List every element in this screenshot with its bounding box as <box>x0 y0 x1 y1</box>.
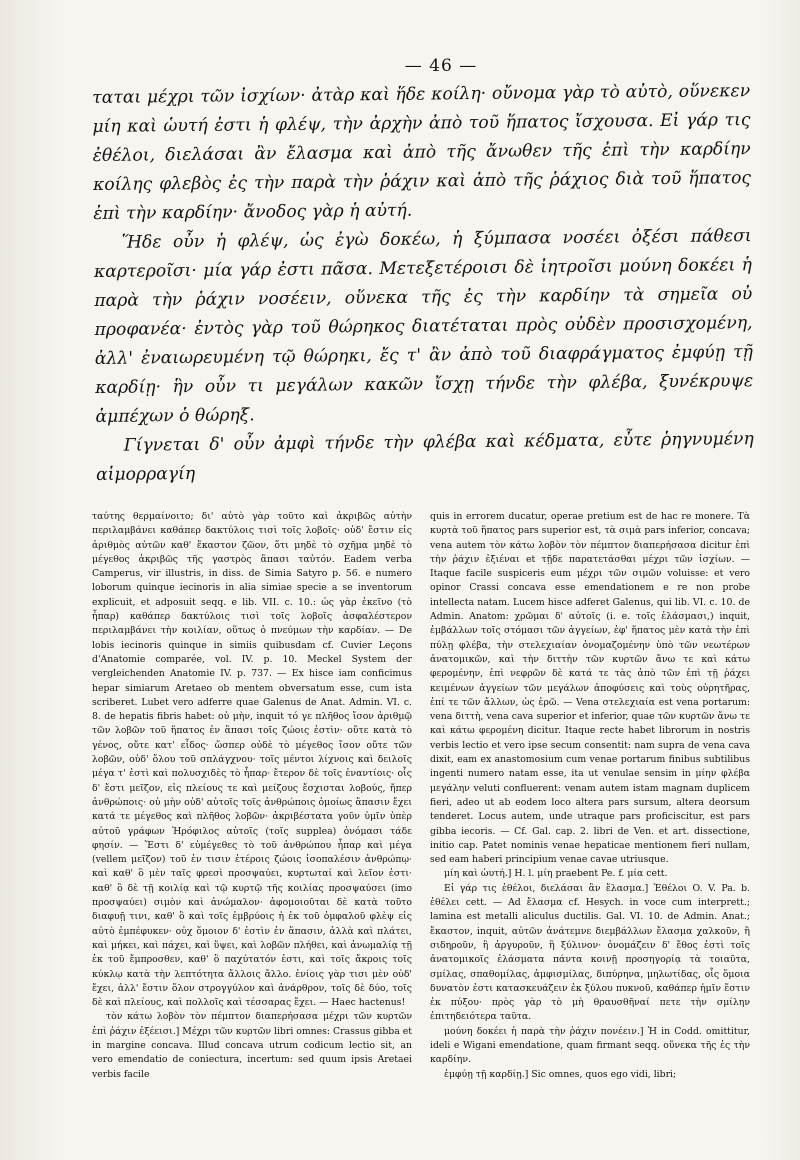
footnote-paragraph: μούνη δοκέει ἡ παρὰ τὴν ῥάχιν πονέειν.] Ἡ in Codd. omittitur, ideli e Wigani emendatione, quam firmant seqq. οὕνεκα τῆς ἐς τὴν καρδίην. <box>430 1025 750 1066</box>
main-paragraph: Γίγνεται δ' οὖν ἀμφὶ τήνδε τὴν φλέβα καὶ κέδματα, εὖτε ῥηγνυμένη αἱμορραγίη <box>95 429 754 485</box>
footnote-paragraph: quis in errorem ducatur, operae pretium est de hac re monere. Τὰ κυρτὰ τοῦ ἥπατος pars superior est, τὰ σιμὰ pars inferior, concava; vena autem τὸν κάτω λοβὸν τὸν πέμπτον διαπερήσασα dicitur ἐπὶ τὴν ῥάχιν ἐξιέναι et τῇδε παρατετάσθαι μέχρι τῶν ἰσχίων. — Itaque facile suspiceris eum μέχρι τῶν σιμῶν voluisse: et vero opinor Crassi concava esse emendationem e re non probe intellecta natam. Lucem hisce adferet Galenus, qui lib. VI. c. 10. de Admin. Anatom: χρῶμαι δ' αὐτοῖς (i. e. τοῖς ἐλάσμασι,) inquit, ἐμβάλλων τοῖς στόμασι τῶν ἀγγείων, ἐφ' ἥπατος μὲν κατὰ τὴν ἐπὶ πύλῃ φλέβα, τὴν στελεχιαίαν ὀνομαζομένην ὑπὸ τῶν νεωτέρων ἀνατομικῶν, καὶ τὴν διττὴν τῶν κυρτῶν ἄνω τε καὶ κάτω φερομένην, ἐπὶ νεφρῶν δὲ κατά τε τὰς ἀπὸ τῶν ἐπὶ τῇ ῥάχει κειμένων ἀγγείων τῶν μεγάλων ἀποφύσεις καὶ τοὺς οὐρητῆρας, ἐπί τε τῶν ἄλλων, ὡς ἐρῶ. — Vena στελεχιαία est vena portarum: vena διττὴ, vena cava superior et inferior, quae τῶν κυρτῶν ἄνω τε καὶ κάτω φερομένη dicitur. Itaque recte habet librorum in nostris verbis lectio et vero ipse secum consentit: nam supra de vena cava dixit, eam ex anastomosium cum venae portarum finibus subtilibus ingenti numero natam esse, ita ut venulae sensim in μίην φλέβα μεγάλην veluti confluerent: venam autem istam magnam duplicem fieri, adeo ut ab eodem loco altera pars sursum, altera deorsum tenderet. Locus autem, unde utraque pars proficiscitur, est pars gibba iecoris. — Cf. Gal. cap. 2. libri de Ven. et art. dissectione, initio cap. Patet nominis venae hepaticae mentionem fieri nullam, sed eam haberi principium venae cavae utriusque. <box>430 511 750 866</box>
footnote-paragraph: Εἰ γάρ τις ἐθέλοι, διελάσαι ἂν ἔλασμα.] Ἐθέλοι O. V. Pa. b. ἐθέλει cett. — Ad ἔλασμα cf. Hesych. in voce cum interprett.; lamina est metalli aliculus ductilis. Gal. VI. 10. de Admin. Anat.; ἔκαστον, inquit, αὐτῶν ἀνάτεμνε διεμβάλλων ἔλασμα χαλκοῦν, ἢ σιδηροῦν, ἢ ἀργυροῦν, ἢ ξύλινον· ὀνομάζειν δ' ἔθος ἐστὶ τοῖς ἀνατομικοῖς ἐλάσματα πάντα κοινῇ προσηγορίᾳ τὰ τοιαῦτα, σμίλας, σπαθομίλας, ἀμφισμίλας, διπύρηνα, μηλωτίδας, οἷς ὅμοια δυνατὸν ἐστι κατασκευάζειν ἐκ ξύλου πυκνοῦ, καθάπερ ἡμῖν ἔστιν ἐκ πύξου· πρὸς γὰρ τὸ μὴ θραυσθῆναί πετε τὴν σμίλην ἐπιτηδειότερα ταῦτα. <box>430 882 750 1023</box>
page-number: — 46 — <box>404 56 478 76</box>
main-greek-text <box>92 77 754 490</box>
main-paragraph: ταται μέχρι τῶν ἰσχίων· ἀτὰρ καὶ ἥδε κοίλη· οὔνομα γὰρ τὸ αὐτὸ, οὕνεκεν μίη καὶ ὡυτή ἐστι ἡ φλέψ, τὴν ἀρχὴν ἀπὸ τοῦ ἥπατος ἴσχουσα. Εἰ γάρ τις ἐθέλοι, διελάσαι ἂν ἔλασμα καὶ ἀπὸ τῆς ἄνωθεν τῆς ἐπὶ τὴν καρδίην κοίλης φλεβὸς ἐς τὴν παρὰ τὴν ῥάχιν καὶ ἀπὸ τῆς ῥάχιος διὰ τοῦ ἥπατος ἐπὶ τὴν καρδίην· ἄνοδος γὰρ ἡ αὐτή. <box>92 81 752 224</box>
main-paragraph: Ἥδε οὖν ἡ φλέψ, ὡς ἐγὼ δοκέω, ἡ ξύμπασα νοσέει ὀξέσι πάθεσι καρτεροῖσι· μία γάρ ἐστι πᾶσα. Μετεξετέροισι δὲ ἰητροῖσι μούνη δοκέει ἡ παρὰ τὴν ῥάχιν νοσέειν, οὕνεκα τῆς ἐς τὴν καρδίην τὰ σημεῖα οὐ προφανέα· ἐντὸς γὰρ τοῦ θώρηκος διατέταται πρὸς οὐδὲν προσισχομένη, ἀλλ' ἐναιωρευμένη τῷ θώρηκι, ἔς τ' ἂν ἀπὸ τοῦ διαφράγματος ἐμφύῃ τῇ καρδίῃ· ἣν οὖν τι μεγάλων κακῶν ἴσχῃ τήνδε τὴν φλέβα, ξυνέκρυψε ἀμπέχων ὁ θώρηξ. <box>93 226 754 427</box>
footnotes-left-column <box>92 510 412 1082</box>
footnotes-right-column <box>430 510 750 1082</box>
footnotes <box>92 510 750 1082</box>
footnote-paragraph: μίη καὶ ὡυτή.] H. l. μίη praebent Pe. f. μία cett. <box>444 868 668 880</box>
footnote-paragraph: ταύτης θερμαίνοιτο; δι' αὐτὸ γὰρ τοῦτο καὶ ἀκριβῶς αὐτὴν περιλαμβάνει καθάπερ δακτύλοις τισὶ τοῖς λοβοῖς· οὐδ' ἔστιν εἰς ἀριθμὸς αὐτῶν καθ' ἕκαστον ζῶον, ὅτι μηδὲ τὸ σχῆμα μηδὲ τὸ μέγεθος ἀκριβῶς τῆς γαστρὸς ἅπασι ταὐτόν. Eadem verba Camperus, vir illustris, in diss. de Simia Satyro p. 56. e numero loborum quinque iecinoris in alia simiae specie a se inventorum explicuit, et adposuit seqq. e lib. VII. c. 10.: ὡς γὰρ ἐκεῖνο (τὸ ἧπαρ) καθάπερ δακτύλοις τισὶ τοῖς λοβοῖς ἀσφαλέστερον περιλαμβάνει τὴν κοιλίαν, οὕτως ὁ πνεύμων τὴν καρδίαν. — De lobis iecinoris quinque in simiis quibusdam cf. Cuvier Leçons d'Anatomie comparée, vol. IV. p. 10. Meckel System der vergleichenden Anatomie IV. p. 737. — Ex hisce iam conficimus hepar simiarum Aretaeo ob mentem obversatum esse, cum ista scriberet. Lubet vero adferre quae Galenus de Anat. Admin. VI. c. 8. de hepatis fibris habet: οὐ μὴν, inquit τό γε πλῆθος ἴσον ἀριθμῷ τῶν λοβῶν τοῦ ἥπατος ἐν ἅπασι τοῖς ζώοις ἐστὶν· οὔτε κατὰ τὸ γένος, οὔτε κατ' εἶδος· ὥσπερ οὐδὲ τὸ μέγεθος ἴσον οὔτε τῶν λοβῶν, οὐδ' ὅλου τοῦ σπλάγχνου· τοῖς μέντοι λίχνοις καὶ δειλοῖς μέγα τ' ἐστὶ καὶ πολυσχιδὲς τὸ ἧπαρ· ἔτερον δὲ τοῖς ἐναντίοις· οἷς δ' ἔστι μεῖζον, εἰς πλείους τε καὶ μείζους ἔσχισται λοβούς, ἤπερ ἀνθρώποις· οὐ μὴν οὐδ' αὐτοῖς τοῖς ἀνθρώποις ὁμοίως ἅπασιν ἔχει κατά τε μέγεθος καὶ πλῆθος λοβῶν· ἀκριβέστατα γοῦν ὑμῖν ὑπὲρ αὐτοῦ γράφων Ἡρόφιλος αὐτοῖς (τοῖς supplea) ὀνόμασι τάδε φησίν. — Ἔστι δ' εὐμέγεθες τὸ τοῦ ἀνθρώπου ἧπαρ καὶ μέγα (vellem μεῖζον) τοῦ ἐν τισιν ἑτέροις ζώοις ἰσοπαλέσιν ἀνθρώπῳ· καὶ καθ' ὃ μὲν ταῖς φρεσὶ προσψαύει, κυρτωταί καὶ λεῖον ἐστι· καθ' ὃ δὲ τῇ κοιλίᾳ καὶ τῷ κυρτῷ τῆς κοιλίας προσψαύσει (imo προσψαύει) σιμὸν καὶ ἀνώμαλον· ἀφομοιοῦται δὲ κατὰ τοῦτο διαφυῇ τινι, καθ' ὃ καὶ τοῖς ἐμβρύοις ἡ ἐκ τοῦ ὀμφαλοῦ φλὲψ εἰς αὐτὸ ἐμπέφυκεν· οὐχ ὅμοιον δ' ἐστὶν ἐν ἅπασιν, ἀλλὰ καὶ πλάτει, καὶ μήκει, καὶ πάχει, καὶ ὕψει, καὶ λοβῶν πλήθει, καὶ ἀνωμαλίᾳ τῇ ἐκ τοῦ ἔμπροσθεν, καθ' ὃ παχύτατόν ἐστι, καὶ τοῖς ἄκροις τοῖς κύκλῳ κατὰ τὴν λεπτότητα ἄλλοις ἄλλο. ἐνίοις γὰρ τισι μὲν οὐδ' ἔχει, ἀλλ' ἔστιν ὅλον στρογγύλον καὶ ἀνάρθρον, τοῖς δὲ δύο, τοῖς δὲ καὶ πλείους, καὶ πολλοῖς καὶ τέσσαρας ἔχει. — Haec hactenus! <box>92 511 412 1009</box>
footnote-paragraph: ἐμφύῃ τῇ καρδίῃ.] Sic omnes, quos ego vidi, libri; <box>444 1068 677 1080</box>
footnote-paragraph: τὸν κάτω λοβὸν τὸν πέμπτον διαπερήσασα μέχρι τῶν κυρτῶν ἐπὶ ῥάχιν ἐξέεισι.] Μέχρι τῶν κυρτῶν libri omnes: Crassus gibba et in margine concava. Illud concava utrum codicum lectio sit, an vero emendatio de coniectura, incertum: sed quum ipsis Aretaei verbis facile <box>92 1011 412 1080</box>
